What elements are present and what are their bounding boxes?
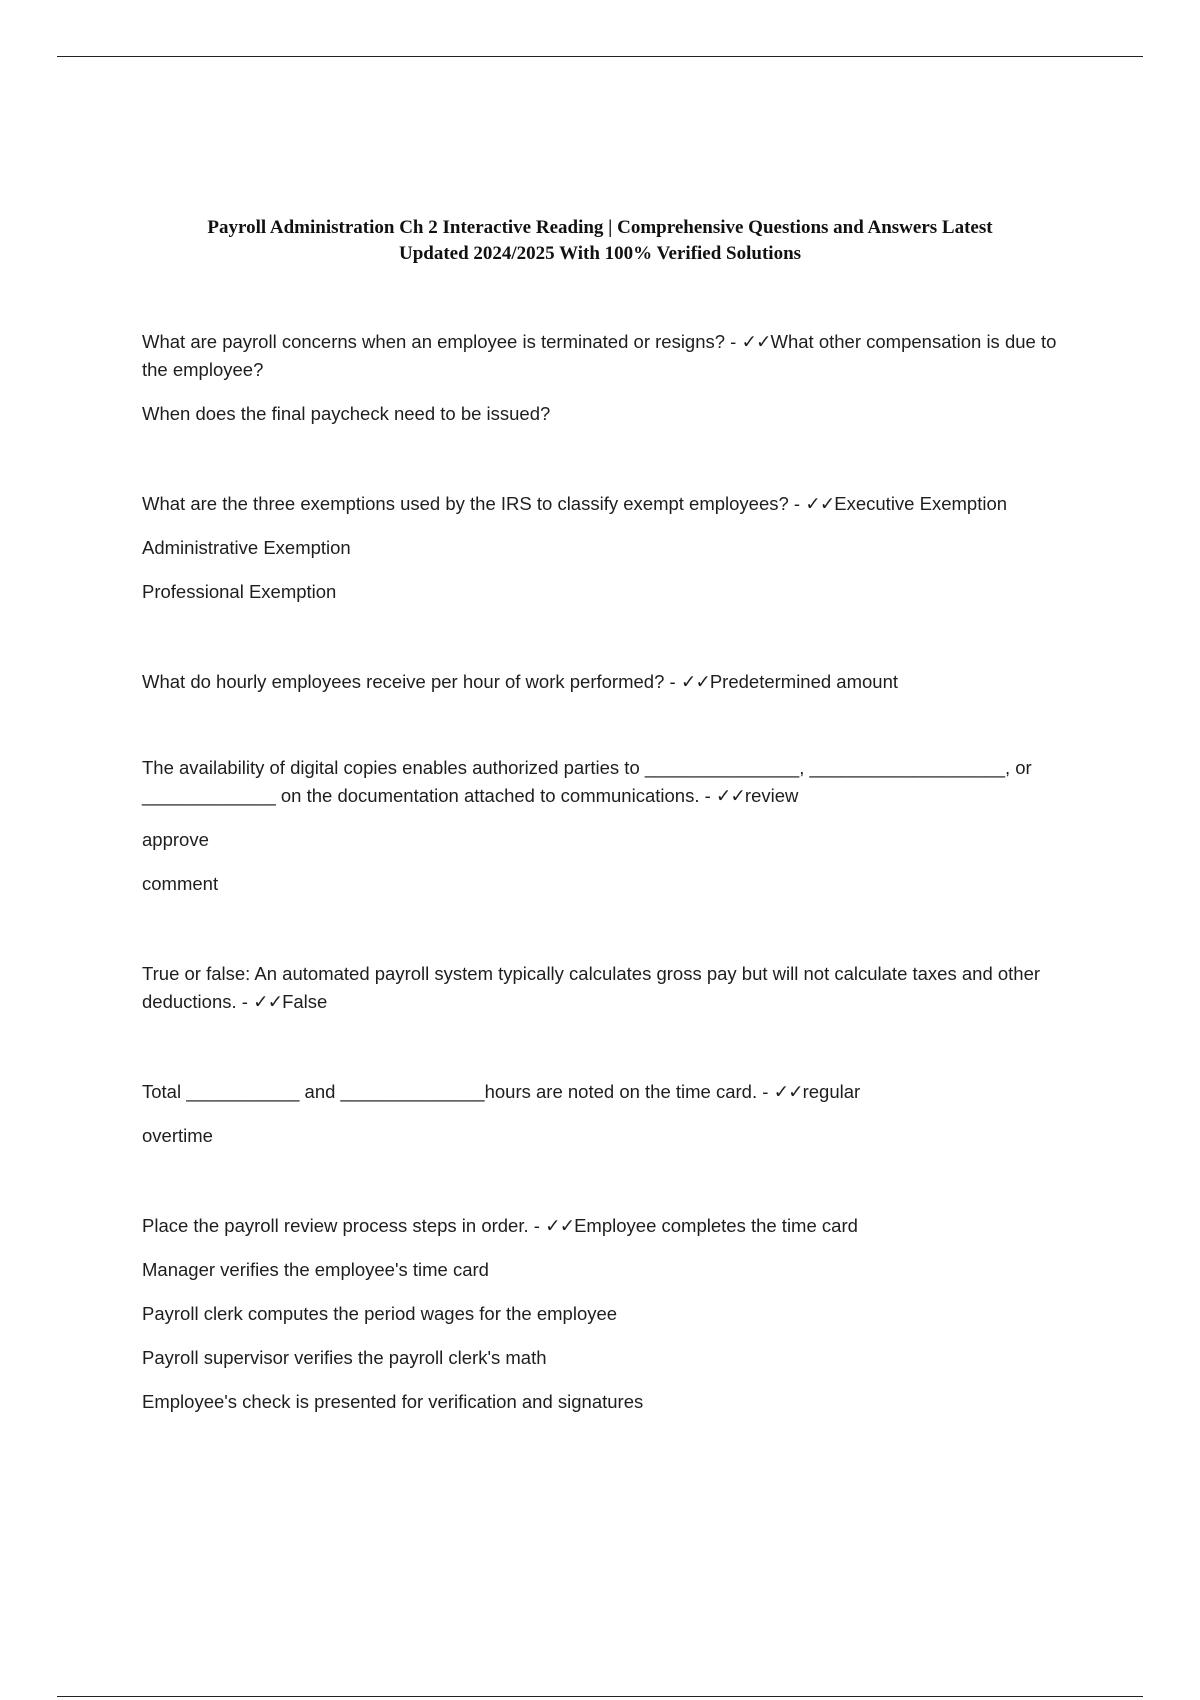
- question-4: The availability of digital copies enables authorized parties to _______________, ___________________, or _____________ on the documentation attached to communications. - ✓✓review: [142, 757, 1032, 806]
- checkmark-icon: ✓✓: [741, 331, 771, 352]
- question-6: Total ___________ and ______________hours are noted on the time card. - ✓✓regular: [142, 1081, 861, 1102]
- question-1: What are payroll concerns when an employee is terminated or resigns? - ✓✓What other compensation is due to the employee?: [142, 331, 1057, 380]
- qa-item-1: [142, 328, 1072, 428]
- checkmark-icon: ✓✓: [773, 1081, 803, 1102]
- answer-line: Employee's check is presented for verification and signatures: [142, 1391, 644, 1412]
- answer-line: approve: [142, 829, 209, 850]
- title-line-2: Updated 2024/2025 With 100% Verified Solutions: [398, 243, 802, 264]
- answer-3: Predetermined amount: [709, 671, 899, 692]
- top-rule: [57, 56, 1143, 57]
- title-line-1: Payroll Administration Ch 2 Interactive Reading | Comprehensive Questions and Answers Latest: [207, 217, 993, 238]
- answer-5: False: [282, 991, 328, 1012]
- qa-item-5: [142, 960, 1072, 1016]
- answer-6: regular: [802, 1081, 861, 1102]
- qa-item-4: [142, 754, 1072, 898]
- answer-line: Payroll clerk computes the period wages for the employee: [142, 1303, 618, 1324]
- answer-line: When does the final paycheck need to be issued?: [142, 403, 551, 424]
- answer-line: Payroll supervisor verifies the payroll clerk's math: [142, 1347, 547, 1368]
- question-2: What are the three exemptions used by the IRS to classify exempt employees? - ✓✓Executive Exemption: [142, 493, 1008, 514]
- answer-line: Manager verifies the employee's time card: [142, 1259, 489, 1280]
- answer-line: overtime: [142, 1125, 213, 1146]
- answer-2: Executive Exemption: [834, 493, 1008, 514]
- qa-item-6: [142, 1078, 1072, 1150]
- bottom-rule: [57, 1696, 1143, 1697]
- checkmark-icon: ✓✓: [680, 671, 710, 692]
- answer-1: What other compensation is due to the employee?: [142, 331, 1057, 380]
- question-7: Place the payroll review process steps in order. - ✓✓Employee completes the time card: [142, 1215, 858, 1236]
- answer-4: review: [744, 785, 799, 806]
- qa-item-2: [142, 490, 1072, 606]
- checkmark-icon: ✓✓: [545, 1215, 575, 1236]
- answer-line: Administrative Exemption: [142, 537, 351, 558]
- qa-item-3: [142, 668, 1072, 696]
- checkmark-icon: ✓✓: [253, 991, 283, 1012]
- answer-7: Employee completes the time card: [574, 1215, 858, 1236]
- document-title: [130, 215, 1070, 267]
- qa-item-7: [142, 1212, 1072, 1416]
- answer-line: comment: [142, 873, 219, 894]
- question-3: What do hourly employees receive per hour of work performed? - ✓✓Predetermined amount: [142, 671, 899, 692]
- answer-line: Professional Exemption: [142, 581, 337, 602]
- checkmark-icon: ✓✓: [715, 785, 745, 806]
- checkmark-icon: ✓✓: [805, 493, 835, 514]
- qa-list: [142, 328, 1072, 1416]
- question-5: True or false: An automated payroll system typically calculates gross pay but will not calculate taxes and other deductions. - ✓✓False: [142, 963, 1041, 1012]
